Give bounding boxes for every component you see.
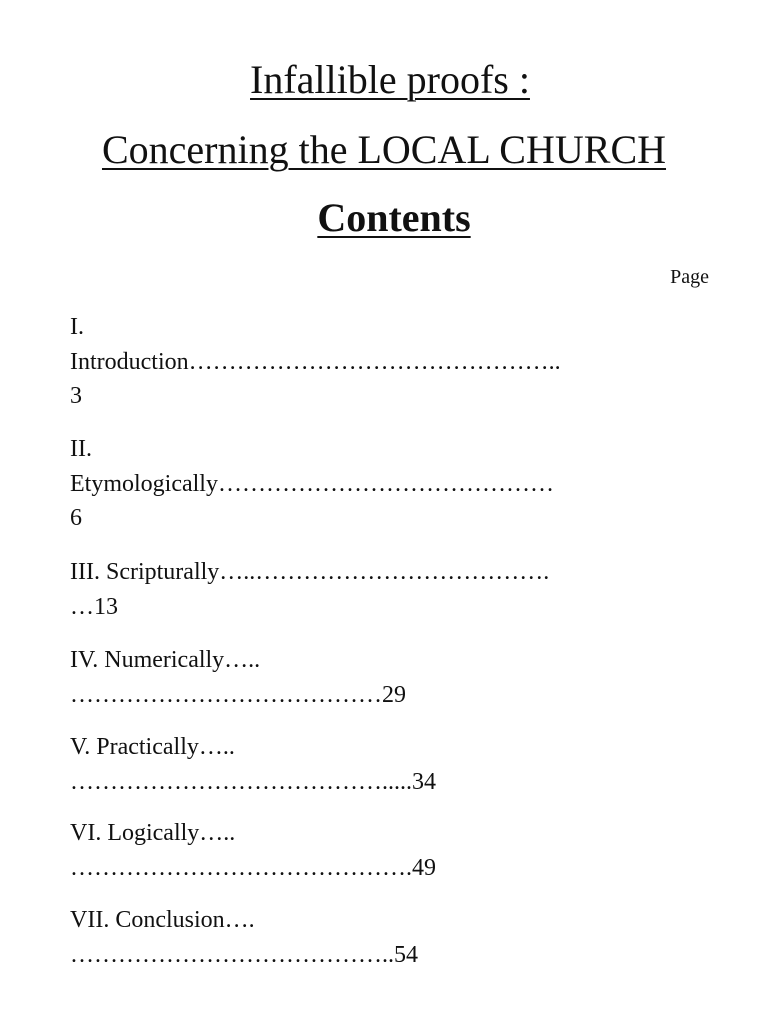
toc-entry-practically — [70, 730, 710, 799]
toc-entry-etymologically — [70, 432, 710, 536]
toc-entry-title: VI. Logically….. — [70, 820, 236, 846]
toc-entry-title: V. Practically….. — [70, 734, 235, 760]
page-column-label: Page — [670, 266, 709, 288]
document-subtitle: Concerning the LOCAL CHURCH — [101, 127, 667, 172]
toc-entry-page: …13 — [70, 593, 118, 620]
toc-entry-page: 3 — [70, 383, 82, 409]
document-title: Infallible proofs : — [250, 57, 530, 102]
toc-entry-logically — [70, 816, 710, 885]
toc-entry-scripturally — [70, 555, 710, 624]
toc-entry-title: Etymologically…………………………………… — [70, 470, 554, 497]
toc-entry-conclusion — [70, 903, 710, 972]
toc-entry-page: …………………………………..54 — [70, 941, 418, 968]
toc-entry-numeral: II. — [70, 436, 92, 462]
contents-heading: Contents — [317, 195, 471, 240]
toc-entry-title: Introduction……………………………………….. — [70, 348, 561, 375]
toc-entry-title: IV. Numerically….. — [70, 647, 261, 673]
toc-entry-numerically — [70, 643, 710, 712]
toc-entry-title: VII. Conclusion…. — [70, 907, 255, 933]
toc-entry-page: …………………………………….49 — [70, 854, 436, 881]
toc-entry-introduction — [70, 310, 710, 414]
toc-entry-page: 6 — [70, 505, 82, 531]
toc-entry-numeral: I. — [70, 314, 84, 340]
toc-entry-page: ………………………………….....34 — [70, 768, 436, 795]
toc-entry-page: …………………………………29 — [70, 681, 406, 708]
toc-entry-title: III. Scripturally…..………………………………. — [70, 559, 550, 585]
